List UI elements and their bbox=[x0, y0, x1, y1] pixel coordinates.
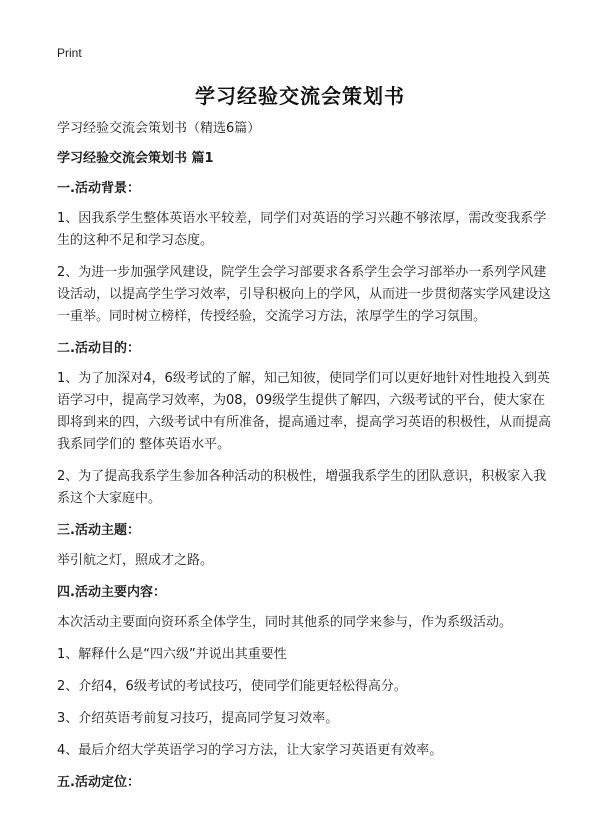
document-body bbox=[57, 118, 553, 802]
section-heading-content: 四.活动主要内容： bbox=[57, 585, 166, 600]
list-item: 3、介绍英语考前复习技巧，提高同学复习效率。 bbox=[57, 711, 339, 726]
list-item: 1、解释什么是“四六级”并说出其重要性 bbox=[57, 647, 287, 662]
paragraph: 举引航之灯，照成才之路。 bbox=[57, 553, 214, 568]
paragraph: 本次活动主要面向资环系全体学生，同时其他系的同学来参与，作为系级活动。 bbox=[57, 615, 513, 630]
section-heading-positioning: 五.活动定位： bbox=[57, 775, 140, 790]
paragraph: 1、为了加深对4，6级考试的了解，知己知彼，使同学们可以更好地针对性地投入到英语学习中，提高学习效率，为08，09级学生提供了解四，六级考试的平台，使大家在即将到来的四，六级考试中有所准备，提高通过率，提高学习英语的积极性，从而提高我系同学们的 整体英语水平。 bbox=[57, 371, 552, 452]
list-item: 2、介绍4，6级考试的考试技巧，使同学们能更轻松得高分。 bbox=[57, 679, 407, 694]
section-heading-background: 一.活动背景： bbox=[57, 181, 140, 196]
list-item: 4、最后介绍大学英语学习的学习方法，让大家学习英语更有效率。 bbox=[57, 743, 443, 758]
document-subtitle: 学习经验交流会策划书（精选6篇） bbox=[57, 121, 261, 136]
section-heading-purpose: 二.活动目的： bbox=[57, 341, 140, 356]
section-heading-theme: 三.活动主题： bbox=[57, 523, 140, 538]
print-label: Print bbox=[57, 46, 82, 60]
paragraph: 2、为了提高我系学生参加各种活动的积极性，增强我系学生的团队意识，积极家入我系这个大家庭中。 bbox=[57, 469, 547, 506]
document-title: 学习经验交流会策划书 bbox=[195, 84, 405, 108]
paragraph: 2、为进一步加强学风建设，院学生会学习部要求各系学生会学习部举办一系列学风建设活动，以提高学生学习效率，引导积极向上的学风，从而进一步贯彻落实学风建设这一重举。同时树立榜样，传授经验，交流学习方法，浓厚学生的学习氛围。 bbox=[57, 265, 552, 324]
paragraph: 1、因我系学生整体英语水平较差，同学们对英语的学习兴趣不够浓厚，需改变我系学生的这种不足和学习态度。 bbox=[57, 211, 547, 248]
article-title: 学习经验交流会策划书 篇1 bbox=[57, 151, 214, 166]
